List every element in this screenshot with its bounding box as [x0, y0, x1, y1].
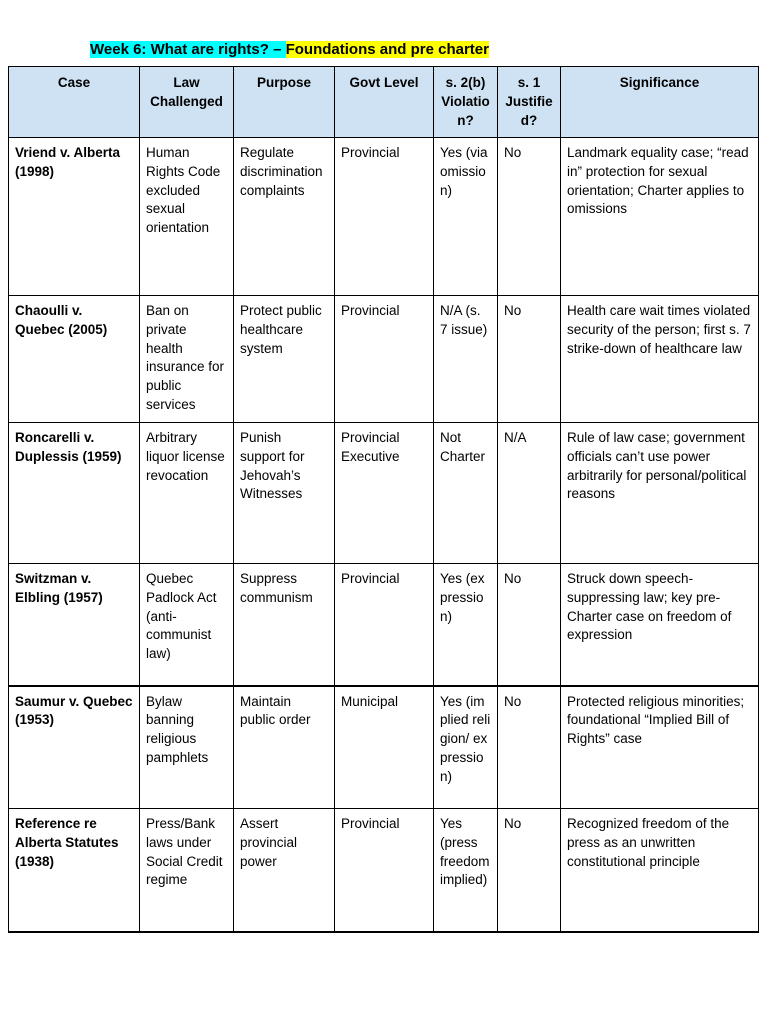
header-s2b-violation: s. 2(b) Violation?: [434, 67, 498, 138]
cell-purpose: Protect public healthcare system: [234, 296, 335, 423]
cell-law-challenged: Quebec Padlock Act (anti-communist law): [140, 564, 234, 686]
cell-case: Roncarelli v. Duplessis (1959): [9, 423, 140, 564]
cell-justified: N/A: [498, 423, 561, 564]
cell-significance: Protected religious minorities; foundational “Implied Bill of Rights” case: [561, 686, 759, 809]
cell-law-challenged: Ban on private health insurance for public services: [140, 296, 234, 423]
table-row: [9, 564, 759, 686]
cell-significance: Landmark equality case; “read in” protection for sexual orientation; Charter applies to omissions: [561, 138, 759, 296]
table-row: [9, 423, 759, 564]
header-s1-justified: s. 1 Justified?: [498, 67, 561, 138]
page-title: [90, 40, 489, 60]
cell-significance: Recognized freedom of the press as an unwritten constitutional principle: [561, 809, 759, 932]
cell-violation: Yes (press freedom implied): [434, 809, 498, 932]
cell-justified: No: [498, 686, 561, 809]
cell-case: Chaoulli v. Quebec (2005): [9, 296, 140, 423]
cell-govt-level: Municipal: [335, 686, 434, 809]
table-header-row: [9, 67, 759, 138]
cell-govt-level: Provincial: [335, 809, 434, 932]
cell-govt-level: Provincial: [335, 564, 434, 686]
table-row: [9, 686, 759, 809]
title-week-label: Week 6: What are rights? –: [90, 41, 286, 58]
cell-violation: N/A (s. 7 issue): [434, 296, 498, 423]
cell-govt-level: Provincial: [335, 138, 434, 296]
cell-violation: Not Charter: [434, 423, 498, 564]
cases-table: [8, 66, 759, 933]
cell-purpose: Suppress communism: [234, 564, 335, 686]
cell-justified: No: [498, 809, 561, 932]
table-row: [9, 809, 759, 932]
cell-case: Switzman v. Elbling (1957): [9, 564, 140, 686]
cell-significance: Struck down speech-suppressing law; key pre-Charter case on freedom of expression: [561, 564, 759, 686]
table-row: [9, 138, 759, 296]
cell-purpose: Regulate discrimination complaints: [234, 138, 335, 296]
cell-law-challenged: Bylaw banning religious pamphlets: [140, 686, 234, 809]
cell-govt-level: Provincial Executive: [335, 423, 434, 564]
cell-significance: Rule of law case; government officials can’t use power arbitrarily for personal/political reasons: [561, 423, 759, 564]
cell-significance: Health care wait times violated security of the person; first s. 7 strike-down of healthcare law: [561, 296, 759, 423]
cell-case: Saumur v. Quebec (1953): [9, 686, 140, 809]
cell-govt-level: Provincial: [335, 296, 434, 423]
table-row: [9, 296, 759, 423]
title-topic-label: Foundations and pre charter: [285, 41, 489, 58]
cell-purpose: Punish support for Jehovah’s Witnesses: [234, 423, 335, 564]
cell-justified: No: [498, 564, 561, 686]
cell-law-challenged: Human Rights Code excluded sexual orientation: [140, 138, 234, 296]
cell-purpose: Maintain public order: [234, 686, 335, 809]
cell-law-challenged: Press/Bank laws under Social Credit regime: [140, 809, 234, 932]
header-case: Case: [9, 67, 140, 138]
header-law-challenged: Law Challenged: [140, 67, 234, 138]
header-significance: Significance: [561, 67, 759, 138]
cell-violation: Yes (expression): [434, 564, 498, 686]
cell-purpose: Assert provincial power: [234, 809, 335, 932]
cell-case: Vriend v. Alberta (1998): [9, 138, 140, 296]
cell-justified: No: [498, 138, 561, 296]
header-purpose: Purpose: [234, 67, 335, 138]
cell-violation: Yes (via omission): [434, 138, 498, 296]
cell-violation: Yes (implied religion/ expression): [434, 686, 498, 809]
cell-justified: No: [498, 296, 561, 423]
cell-case: Reference re Alberta Statutes (1938): [9, 809, 140, 932]
cell-law-challenged: Arbitrary liquor license revocation: [140, 423, 234, 564]
header-govt-level: Govt Level: [335, 67, 434, 138]
